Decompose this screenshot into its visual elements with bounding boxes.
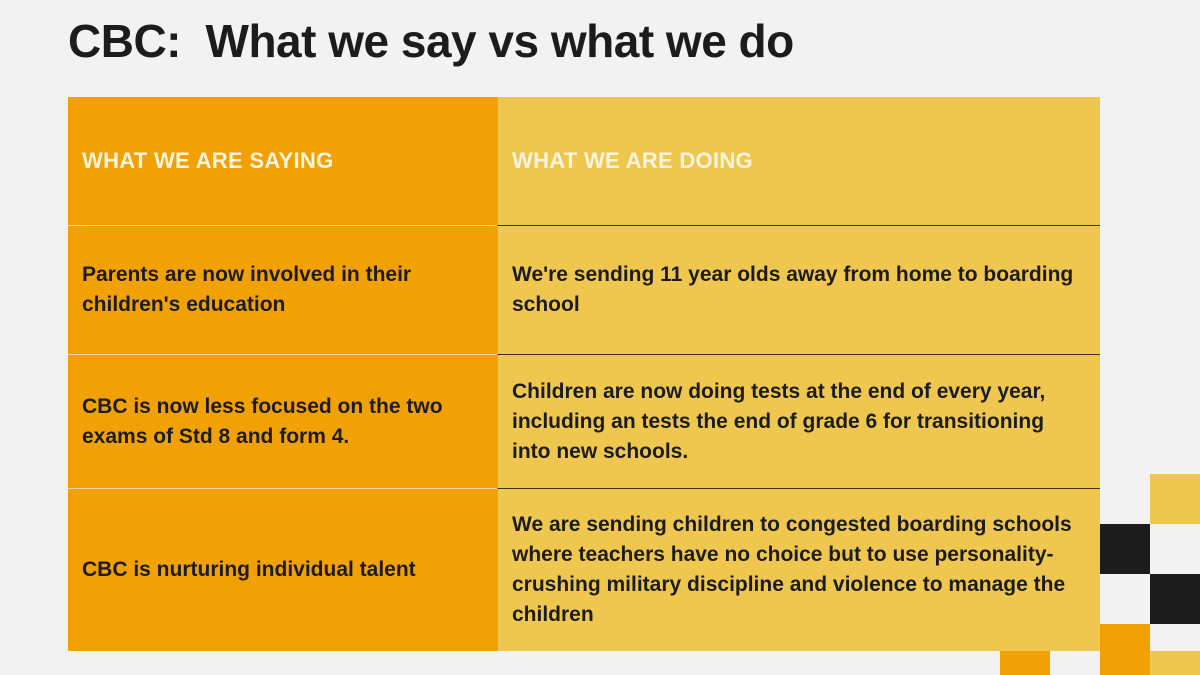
decor-square-orange-2 [1000,651,1050,675]
page-title: CBC: What we say vs what we do [68,15,794,67]
header-saying: WHAT WE ARE SAYING [68,97,497,225]
row-3-saying: CBC is nurturing individual talent [68,488,497,651]
comparison-table [68,97,1100,651]
row-2-saying: CBC is now less focused on the two exams of Std 8 and form 4. [68,354,497,488]
row-1-doing: We're sending 11 year olds away from home to boarding school [497,225,1100,354]
row-1-saying: Parents are now involved in their children's education [68,225,497,354]
decor-square-orange-1 [1100,624,1150,675]
row-3-doing: We are sending children to congested boarding schools where teachers have no choice but to use personality-crushing military discipline and violence to manage the children [497,488,1100,651]
header-doing: WHAT WE ARE DOING [497,97,1100,225]
decor-square-black-2 [1150,574,1200,624]
row-2-doing: Children are now doing tests at the end of every year, including an tests the end of grade 6 for transitioning into new schools. [497,354,1100,488]
decor-square-black-1 [1100,524,1150,574]
decor-square-yellow-top [1150,474,1200,524]
decor-square-yellow-bottom [1150,651,1200,675]
